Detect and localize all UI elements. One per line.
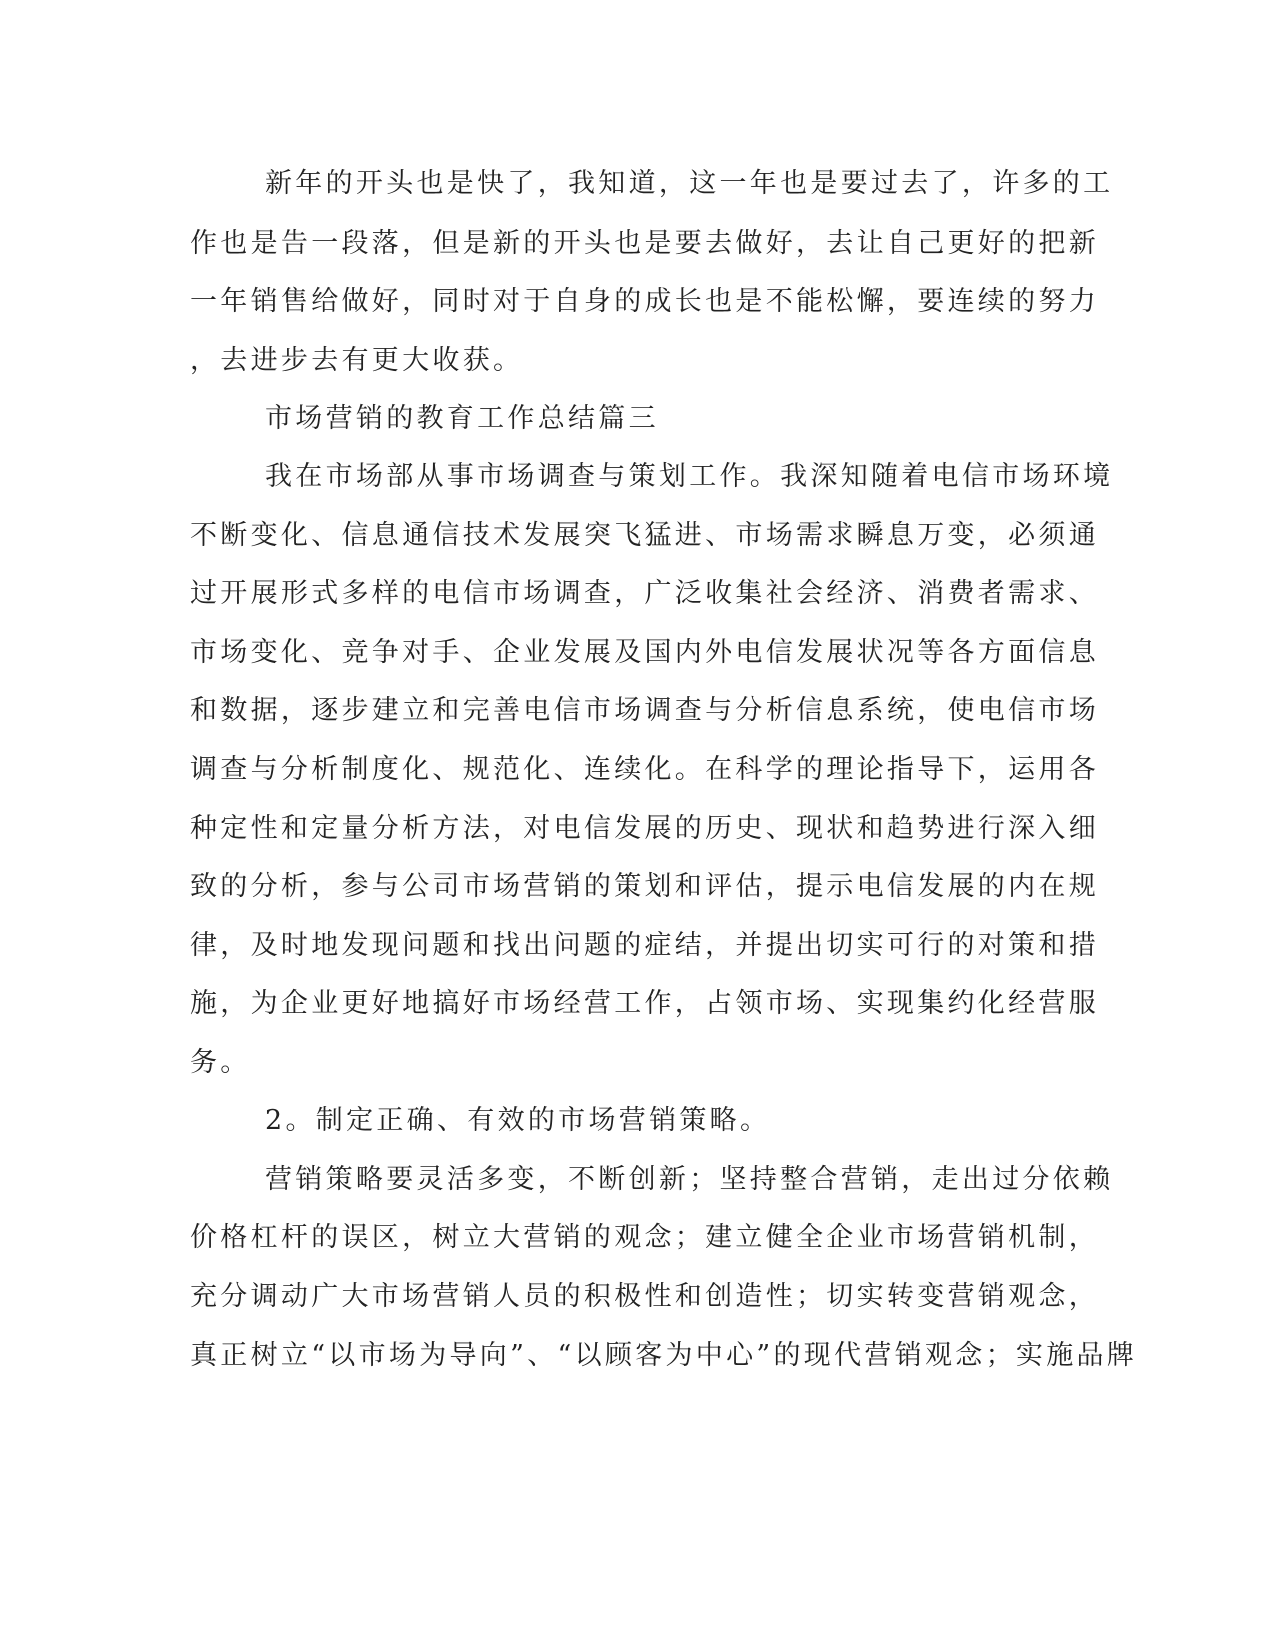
paragraph-line: 真正树立“以市场为导向”、“以顾客为中心”的现代营销观念；实施品牌 <box>190 1340 1138 1371</box>
paragraph-line: 过开展形式多样的电信市场调查，广泛收集社会经济、消费者需求、 <box>190 578 1099 609</box>
paragraph-line: 和数据，逐步建立和完善电信市场调查与分析信息系统，使电信市场 <box>190 695 1099 726</box>
paragraph-line: 务。 <box>190 1047 251 1078</box>
paragraph-line: 作也是告一段落，但是新的开头也是要去做好，去让自己更好的把新 <box>190 228 1099 259</box>
paragraph-line: 种定性和定量分析方法，对电信发展的历史、现状和趋势进行深入细 <box>190 813 1099 844</box>
section-heading: 市场营销的教育工作总结篇三 <box>265 403 659 434</box>
paragraph-line: 新年的开头也是快了，我知道，这一年也是要过去了，许多的工 <box>265 168 1114 199</box>
paragraph-line: 施，为企业更好地搞好市场经营工作，占领市场、实现集约化经营服 <box>190 988 1099 1019</box>
paragraph-line: 不断变化、信息通信技术发展突飞猛进、市场需求瞬息万变，必须通 <box>190 520 1099 551</box>
paragraph-line: 致的分析，参与公司市场营销的策划和评估，提示电信发展的内在规 <box>190 871 1099 902</box>
paragraph-line: 充分调动广大市场营销人员的积极性和创造性；切实转变营销观念， <box>190 1281 1099 1312</box>
paragraph-line: 调查与分析制度化、规范化、连续化。在科学的理论指导下，运用各 <box>190 754 1099 785</box>
paragraph-line: 营销策略要灵活多变，不断创新；坚持整合营销，走出过分依赖 <box>265 1164 1114 1195</box>
paragraph-line: 市场变化、竞争对手、企业发展及国内外电信发展状况等各方面信息 <box>190 637 1099 668</box>
numbered-heading: 2。制定正确、有效的市场营销策略。 <box>265 1105 771 1136</box>
paragraph-line: 律，及时地发现问题和找出问题的症结，并提出切实可行的对策和措 <box>190 930 1099 961</box>
paragraph-line: ，去进步去有更大收获。 <box>190 345 524 376</box>
paragraph-line: 一年销售给做好，同时对于自身的成长也是不能松懈，要连续的努力 <box>190 286 1099 317</box>
paragraph-line: 我在市场部从事市场调查与策划工作。我深知随着电信市场环境 <box>265 461 1114 492</box>
paragraph-line: 价格杠杆的误区，树立大营销的观念；建立健全企业市场营销机制， <box>190 1222 1099 1253</box>
